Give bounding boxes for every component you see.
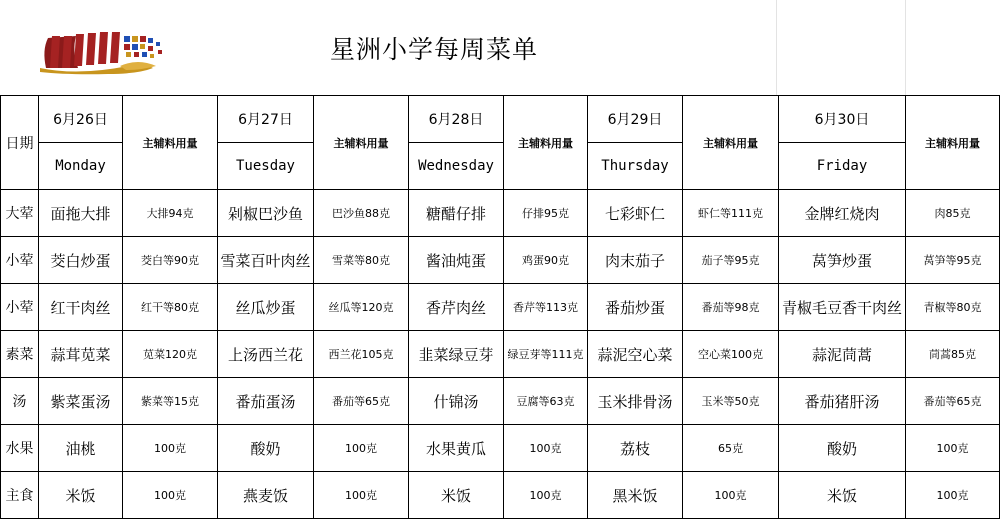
- qty-cell: 100克: [906, 425, 1000, 472]
- qty-cell: 玉米等50克: [683, 378, 779, 425]
- dish-cell: 韭菜绿豆芽: [409, 331, 504, 378]
- dish-cell: 油桃: [39, 425, 123, 472]
- category-label: 大荤: [1, 190, 39, 237]
- qty-cell: 100克: [504, 472, 588, 519]
- dish-cell: 糖醋仔排: [409, 190, 504, 237]
- dish-cell: 青椒毛豆香干肉丝: [779, 284, 906, 331]
- qty-cell: 番茄等98克: [683, 284, 779, 331]
- qty-cell: 空心菜100克: [683, 331, 779, 378]
- qty-header: 主辅料用量: [123, 96, 218, 190]
- dish-cell: 肉末茄子: [588, 237, 683, 284]
- menu-row: [1, 331, 1000, 378]
- qty-cell: 香芹等113克: [504, 284, 588, 331]
- qty-cell: 青椒等80克: [906, 284, 1000, 331]
- qty-cell: 虾仁等111克: [683, 190, 779, 237]
- qty-cell: 紫菜等15克: [123, 378, 218, 425]
- dish-cell: 金牌红烧肉: [779, 190, 906, 237]
- qty-cell: 100克: [314, 472, 409, 519]
- qty-cell: 西兰花105克: [314, 331, 409, 378]
- qty-header: 主辅料用量: [314, 96, 409, 190]
- dish-cell: 红干肉丝: [39, 284, 123, 331]
- qty-header: 主辅料用量: [906, 96, 1000, 190]
- weekday-cell: Friday: [779, 143, 906, 190]
- dish-cell: 蒜泥空心菜: [588, 331, 683, 378]
- dish-cell: 什锦汤: [409, 378, 504, 425]
- category-label: 小荤: [1, 284, 39, 331]
- qty-cell: 巴沙鱼88克: [314, 190, 409, 237]
- qty-cell: 100克: [504, 425, 588, 472]
- date-cell: 6月28日: [409, 96, 504, 143]
- category-label: 水果: [1, 425, 39, 472]
- grid-line: [905, 0, 906, 95]
- qty-cell: 豆腐等63克: [504, 378, 588, 425]
- qty-cell: 肉85克: [906, 190, 1000, 237]
- weekday-cell: Thursday: [588, 143, 683, 190]
- qty-cell: 鸡蛋90克: [504, 237, 588, 284]
- category-label: 素菜: [1, 331, 39, 378]
- qty-header: 主辅料用量: [504, 96, 588, 190]
- qty-cell: 100克: [123, 472, 218, 519]
- qty-cell: 茼蒿85克: [906, 331, 1000, 378]
- qty-cell: 100克: [123, 425, 218, 472]
- dish-cell: 荔枝: [588, 425, 683, 472]
- menu-row: [1, 190, 1000, 237]
- menu-table: [0, 95, 1000, 519]
- dish-cell: 面拖大排: [39, 190, 123, 237]
- dish-cell: 玉米排骨汤: [588, 378, 683, 425]
- weekday-cell: Tuesday: [218, 143, 314, 190]
- dish-cell: 酸奶: [779, 425, 906, 472]
- qty-cell: 100克: [683, 472, 779, 519]
- dish-cell: 上汤西兰花: [218, 331, 314, 378]
- weekday-cell: Monday: [39, 143, 123, 190]
- qty-cell: 雪菜等80克: [314, 237, 409, 284]
- date-label: 日期: [1, 96, 39, 190]
- menu-row: [1, 237, 1000, 284]
- qty-cell: 番茄等65克: [314, 378, 409, 425]
- qty-cell: 茄子等95克: [683, 237, 779, 284]
- dish-cell: 黑米饭: [588, 472, 683, 519]
- date-cell: 6月29日: [588, 96, 683, 143]
- dish-cell: 米饭: [779, 472, 906, 519]
- qty-cell: 100克: [314, 425, 409, 472]
- dish-cell: 米饭: [409, 472, 504, 519]
- qty-cell: 65克: [683, 425, 779, 472]
- qty-cell: 红干等80克: [123, 284, 218, 331]
- dish-cell: 燕麦饭: [218, 472, 314, 519]
- date-cell: 6月27日: [218, 96, 314, 143]
- dish-cell: 番茄炒蛋: [588, 284, 683, 331]
- dish-cell: 蒜泥茼蒿: [779, 331, 906, 378]
- dish-cell: 香芹肉丝: [409, 284, 504, 331]
- date-cell: 6月30日: [779, 96, 906, 143]
- page-title: 星洲小学每周菜单: [330, 35, 539, 64]
- dish-cell: 酱油炖蛋: [409, 237, 504, 284]
- dish-cell: 七彩虾仁: [588, 190, 683, 237]
- dish-cell: 紫菜蛋汤: [39, 378, 123, 425]
- dish-cell: 丝瓜炒蛋: [218, 284, 314, 331]
- qty-cell: 茭白等90克: [123, 237, 218, 284]
- dish-cell: 莴笋炒蛋: [779, 237, 906, 284]
- qty-cell: 苋菜120克: [123, 331, 218, 378]
- dish-cell: 水果黄瓜: [409, 425, 504, 472]
- weekday-cell: Wednesday: [409, 143, 504, 190]
- header: [0, 0, 1000, 95]
- qty-header: 主辅料用量: [683, 96, 779, 190]
- dish-cell: 剁椒巴沙鱼: [218, 190, 314, 237]
- qty-cell: 丝瓜等120克: [314, 284, 409, 331]
- qty-cell: 大排94克: [123, 190, 218, 237]
- category-label: 主食: [1, 472, 39, 519]
- category-label: 小荤: [1, 237, 39, 284]
- qty-cell: 绿豆芽等111克: [504, 331, 588, 378]
- school-logo: [38, 28, 170, 76]
- qty-cell: 100克: [906, 472, 1000, 519]
- menu-row: [1, 378, 1000, 425]
- category-label: 汤: [1, 378, 39, 425]
- dish-cell: 雪菜百叶肉丝: [218, 237, 314, 284]
- qty-cell: 莴笋等95克: [906, 237, 1000, 284]
- qty-cell: 番茄等65克: [906, 378, 1000, 425]
- dish-cell: 米饭: [39, 472, 123, 519]
- menu-row: [1, 284, 1000, 331]
- dish-cell: 蒜茸苋菜: [39, 331, 123, 378]
- menu-row: [1, 425, 1000, 472]
- date-cell: 6月26日: [39, 96, 123, 143]
- qty-cell: 仔排95克: [504, 190, 588, 237]
- dish-cell: 茭白炒蛋: [39, 237, 123, 284]
- dish-cell: 番茄猪肝汤: [779, 378, 906, 425]
- dish-cell: 番茄蛋汤: [218, 378, 314, 425]
- grid-line: [776, 0, 777, 95]
- dish-cell: 酸奶: [218, 425, 314, 472]
- menu-row: [1, 472, 1000, 519]
